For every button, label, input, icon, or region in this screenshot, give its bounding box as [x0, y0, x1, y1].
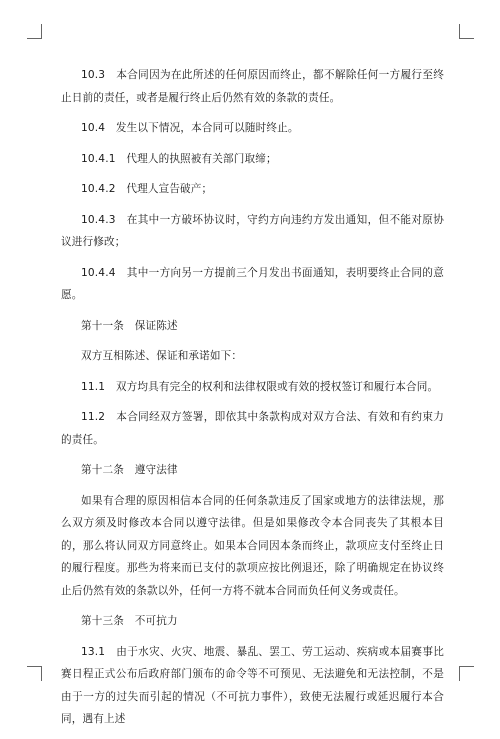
crop-mark-bottom-left: [27, 666, 42, 681]
section-heading-12: 第十二条 遵守法律: [81, 464, 178, 476]
paragraph-12-body: 如果有合理的原因相信本合同的任何条款违反了国家或地方的法律法规，那么双方须及时修改本合同以遵守法律。但是如果修改令本合同丧失了其根本目的，那么将认同双方同意终止。如果本合同因本条而终止，款项应支付至终止日的履行程度。那些为将来而已支付的款项应按比例退还，除了明确规定在协议终止后仍然有效的条款以外，任何一方将不就本合同而负任何义务或责任。: [61, 494, 444, 597]
crop-mark-bottom-right: [459, 666, 474, 681]
paragraph-11-1: 11.1 双方均具有完全的权利和法律权限或有效的授权签订和履行本合同。: [81, 380, 439, 393]
paragraph-10-4-3: 10.4.3 在其中一方破坏协议时，守约方向违约方发出通知，但不能对原协议进行修改；: [61, 213, 444, 248]
crop-mark-top-right: [459, 24, 474, 39]
paragraph-11-2: 11.2 本合同经双方签署，即依其中条款构成对双方合法、有效和有约束力的责任。: [61, 411, 444, 446]
paragraph-10-4: 10.4 发生以下情况，本合同可以随时终止。: [81, 122, 299, 134]
paragraph-10-3: 10.3 本合同因为在此所述的任何原因而终止，都不解除任何一方履行至终止日前的责任，或者是履行终止后仍然有效的条款的责任。: [61, 69, 444, 104]
paragraph-13-1: 13.1 由于水灾、火灾、地震、暴乱、罢工、劳工运动、疾病或本届赛事比赛日程正式公布后政府部门颁布的命令等不可预见、无法避免和无法控制，不是由于一方的过失而引起的情况（不可抗力事件），致使无法履行或延迟履行本合同，遇有上述: [61, 645, 444, 725]
document-body: [61, 64, 444, 739]
paragraph-11-intro: 双方互相陈述、保证和承诺如下：: [81, 350, 243, 362]
paragraph-10-4-4: 10.4.4 其中一方向另一方提前三个月发出书面通知，表明要终止合同的意愿。: [61, 266, 444, 301]
paragraph-10-4-1: 10.4.1 代理人的执照被有关部门取缔；: [81, 152, 277, 165]
section-heading-13: 第十三条 不可抗力: [81, 615, 178, 627]
section-heading-11: 第十一条 保证陈述: [81, 319, 178, 332]
paragraph-10-4-2: 10.4.2 代理人宣告破产；: [81, 183, 213, 195]
crop-mark-top-left: [27, 24, 42, 39]
